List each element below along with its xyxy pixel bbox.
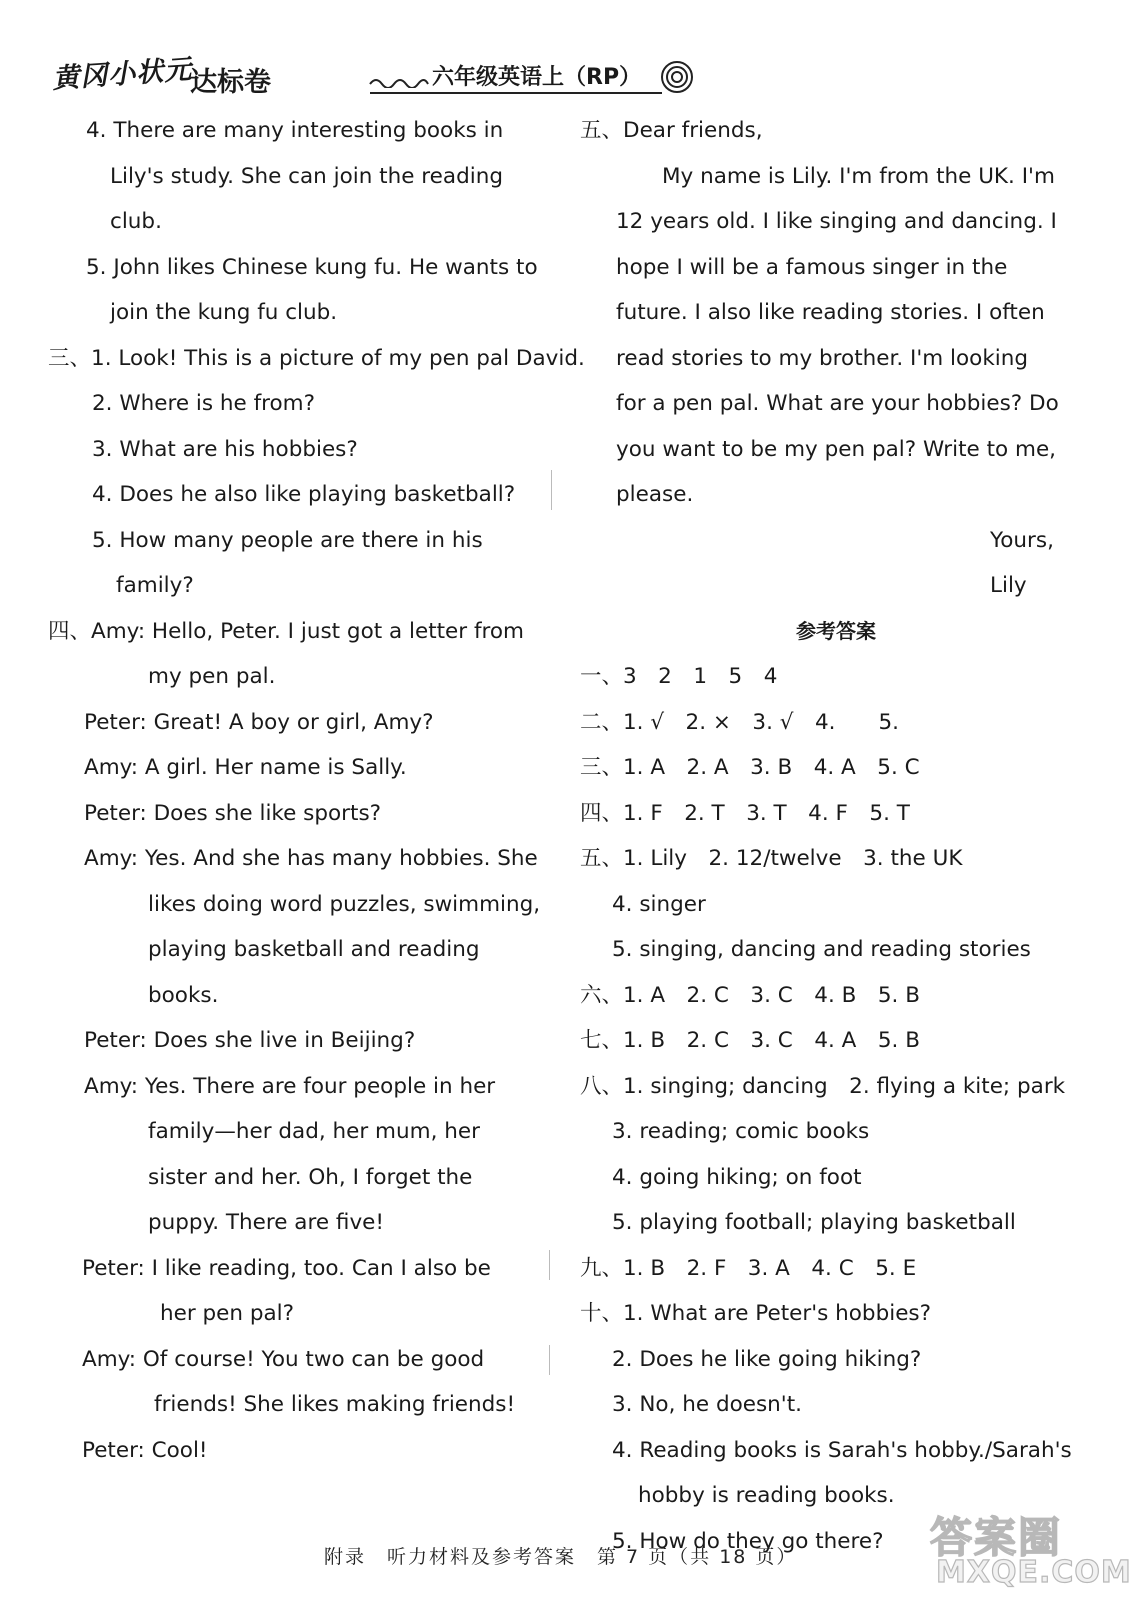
gutter-mark — [549, 1250, 550, 1280]
answer-line: 五、1. Lily 2. 12/twelve 3. the UK — [580, 846, 963, 871]
answer-line: 4. Reading books is Sarah's hobby./Sarah's — [612, 1437, 1072, 1463]
text-line: 5. How many people are there in his — [92, 527, 483, 553]
text-line: club. — [110, 209, 162, 234]
page-footer: 附录 听力材料及参考答案 第 7 页（共 18 页） — [324, 1546, 798, 1568]
text-line: Peter: I like reading, too. Can I also be — [82, 1255, 491, 1281]
gutter-mark — [551, 470, 552, 510]
text-line: likes doing word puzzles, swimming, — [148, 891, 541, 917]
answer-line: 九、1. B 2. F 3. A 4. C 5. E — [580, 1255, 917, 1281]
text-line: Peter: Cool! — [82, 1437, 208, 1463]
letter-line: hope I will be a famous singer in the — [616, 254, 1008, 280]
grade-subject-title: 六年级英语上（RP） — [432, 65, 642, 90]
letter-line: 12 years old. I like singing and dancing. I — [616, 209, 1057, 234]
section-label: 四、 — [48, 618, 92, 644]
watermark-logo — [930, 1505, 1132, 1595]
answer-line: 4. singer — [612, 891, 706, 917]
answer-line: 二、1. √ 2. × 3. √ 4. 5. — [580, 709, 899, 735]
text-line: Amy: Yes. There are four people in her — [84, 1073, 496, 1099]
gutter-mark — [549, 1345, 550, 1375]
answer-line: 5. How do they go there? — [612, 1528, 884, 1554]
answer-line: 七、1. B 2. C 3. C 4. A 5. B — [580, 1028, 920, 1053]
text-line: Amy: Of course! You two can be good — [82, 1346, 485, 1372]
text-line: 4. Does he also like playing basketball? — [92, 482, 516, 507]
answer-line: 六、1. A 2. C 3. C 4. B 5. B — [580, 982, 920, 1008]
text-line: playing basketball and reading — [148, 937, 480, 962]
answer-line: 3. No, he doesn't. — [612, 1392, 802, 1417]
answer-line: 一、3 2 1 5 4 — [580, 664, 778, 689]
letter-closing: Yours, — [990, 527, 1054, 553]
wave-ornament-icon — [368, 74, 430, 88]
letter-line: My name is Lily. I'm from the UK. I'm — [662, 163, 1055, 189]
text-line: Amy: A girl. Her name is Sally. — [84, 755, 407, 780]
text-line: join the kung fu club. — [110, 300, 338, 325]
text-line: Lily's study. She can join the reading — [110, 163, 503, 189]
answer-line: 3. reading; comic books — [612, 1119, 870, 1144]
section-4-line: 四、Amy: Hello, Peter. I just got a letter from — [48, 609, 538, 655]
right-column — [576, 108, 1076, 1564]
text-line: Peter: Does she like sports? — [84, 800, 382, 826]
text-line: Peter: Does she live in Beijing? — [84, 1028, 416, 1053]
spiral-ornament-icon — [660, 60, 694, 94]
answer-line: 4. going hiking; on foot — [612, 1164, 862, 1190]
text-line: books. — [148, 982, 219, 1008]
text-line: 5. John likes Chinese kung fu. He wants to — [86, 254, 538, 280]
text-line: family? — [116, 573, 194, 598]
watermark-bottom-text: MXQE.COM — [936, 1555, 1132, 1590]
answer-line: 十、1. What are Peter's hobbies? — [580, 1301, 932, 1326]
text-line: friends! She likes making friends! — [154, 1392, 516, 1417]
section-label: 五、 — [580, 118, 624, 143]
letter-line: you want to be my pen pal? Write to me, — [616, 436, 1057, 462]
letter-line: future. I also like reading stories. I often — [616, 300, 1045, 325]
text-line: Peter: Great! A boy or girl, Amy? — [84, 709, 434, 735]
answer-line: 5. singing, dancing and reading stories — [612, 937, 1031, 962]
letter-line: read stories to my brother. I'm looking — [616, 345, 1029, 371]
text-line: 4. There are many interesting books in — [86, 118, 504, 143]
watermark-top-text: 答案圈 — [930, 1513, 1063, 1562]
letter-line: please. — [616, 482, 694, 507]
answer-line: 三、1. A 2. A 3. B 4. A 5. C — [580, 755, 920, 780]
answer-line: 四、1. F 2. T 3. T 4. F 5. T — [580, 800, 910, 826]
series-title: 达标卷 — [190, 67, 271, 98]
text-line: sister and her. Oh, I forget the — [148, 1164, 473, 1190]
text-line: my pen pal. — [148, 664, 276, 689]
section-label: 三、 — [48, 345, 92, 371]
letter-salutation: 五、Dear friends, — [576, 108, 1076, 154]
answer-line: 5. playing football; playing basketball — [612, 1210, 1016, 1235]
answer-line: hobby is reading books. — [638, 1483, 895, 1508]
letter-signature: Lily — [990, 573, 1027, 598]
answer-line: 2. Does he like going hiking? — [612, 1346, 922, 1372]
text-line: Amy: Yes. And she has many hobbies. She — [84, 846, 538, 871]
text-line: puppy. There are five! — [148, 1210, 385, 1235]
header-rule — [370, 92, 662, 94]
text-line: 3. What are his hobbies? — [92, 436, 358, 462]
answer-line: 八、1. singing; dancing 2. flying a kite; park — [580, 1073, 1066, 1099]
text-line: her pen pal? — [160, 1301, 295, 1326]
answer-key-title: 参考答案 — [796, 618, 876, 643]
brand-logo-text: 黄冈小状元 — [51, 54, 194, 95]
section-3-line: 三、1. Look! This is a picture of my pen pal David. — [48, 336, 538, 382]
text-line: family—her dad, her mum, her — [148, 1119, 480, 1144]
letter-line: for a pen pal. What are your hobbies? Do — [616, 391, 1059, 416]
text-line: 2. Where is he from? — [92, 391, 316, 416]
left-column — [48, 108, 585, 1473]
page-header — [0, 0, 1145, 105]
